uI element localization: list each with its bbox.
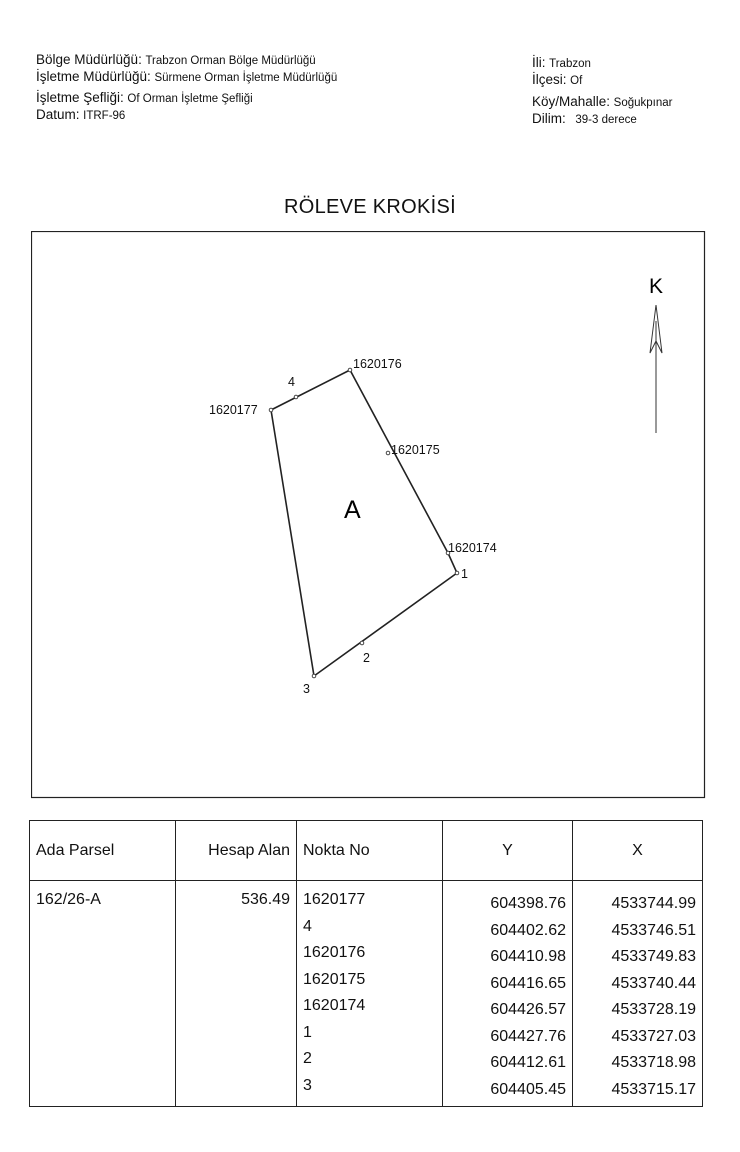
table-header-row — [30, 821, 703, 881]
header-row-dilim — [532, 111, 673, 128]
hesap-alan-value: 536.49 — [241, 891, 290, 908]
header-value: ITRF-96 — [83, 110, 126, 122]
survey-sketch — [31, 231, 706, 799]
vertex-markers — [269, 368, 459, 678]
x-value: 4533740.44 — [611, 974, 696, 992]
point-label: 1620176 — [353, 357, 402, 371]
header-label: İli: — [532, 55, 546, 70]
vertex-1620177 — [269, 408, 273, 412]
x-value: 4533744.99 — [611, 895, 696, 912]
vertex-1620176 — [348, 368, 352, 372]
header-hesap-alan: Hesap Alan — [176, 821, 297, 881]
header-label: Datum: — [36, 107, 80, 122]
header-row-isletme — [36, 69, 337, 86]
x-value: 4533728.19 — [611, 1001, 696, 1018]
y-value: 604426.57 — [490, 1001, 566, 1018]
vertex-1620175 — [386, 451, 390, 455]
header-right-block — [532, 55, 673, 128]
header-ada-parsel: Ada Parsel — [30, 821, 176, 881]
vertex-3 — [312, 674, 316, 678]
header-value: Trabzon Orman Bölge Müdürlüğü — [145, 55, 316, 67]
vertex-2 — [360, 641, 364, 645]
table-row — [30, 881, 703, 1107]
y-value: 604405.45 — [490, 1080, 566, 1098]
header-label: Bölge Müdürlüğü: — [36, 52, 142, 67]
nokta-value: 1620177 — [303, 891, 366, 908]
cell-y-list — [443, 881, 573, 1107]
vertex-4 — [294, 395, 298, 399]
nokta-value: 4 — [303, 917, 312, 935]
y-value: 604410.98 — [490, 948, 566, 965]
header-row-il — [532, 55, 673, 72]
y-value: 604402.62 — [490, 921, 566, 939]
vertex-1 — [455, 571, 459, 575]
header-label: İlçesi: — [532, 72, 567, 87]
cell-nokta-list — [297, 881, 443, 1107]
y-value: 604427.76 — [490, 1027, 566, 1045]
sketch-frame — [32, 232, 705, 798]
header-value: Trabzon — [549, 58, 591, 70]
header-row-datum — [36, 107, 337, 124]
header-y: Y — [443, 821, 573, 881]
cell-ada-parsel — [30, 881, 176, 1107]
header-label: Köy/Mahalle: — [532, 94, 611, 109]
parcel-boundary — [271, 370, 457, 676]
point-label: 1620174 — [448, 541, 497, 555]
point-label: 1620177 — [209, 403, 258, 417]
header-row-seflik — [36, 90, 337, 107]
coordinate-table — [29, 820, 703, 1107]
header-value: Of Orman İşletme Şefliği — [127, 93, 253, 105]
parcel-label: A — [344, 496, 361, 524]
header-label: İşletme Müdürlüğü: — [36, 69, 151, 84]
point-label: 2 — [363, 651, 370, 665]
x-value: 4533749.83 — [611, 948, 696, 965]
cell-hesap-alan — [176, 881, 297, 1107]
cell-x-list — [573, 881, 703, 1107]
header-row-koy — [532, 94, 673, 111]
header-value: Soğukpınar — [613, 97, 673, 109]
point-label: 1 — [461, 567, 468, 581]
north-label: K — [648, 275, 664, 298]
x-value: 4533715.17 — [611, 1080, 696, 1098]
header-value: 39-3 derece — [575, 114, 637, 126]
x-value: 4533727.03 — [611, 1027, 696, 1045]
header-value: Of — [570, 75, 583, 87]
x-value: 4533718.98 — [611, 1054, 696, 1071]
point-label: 4 — [288, 375, 295, 389]
nokta-value: 1620174 — [303, 997, 366, 1014]
header-row-bolge — [36, 52, 337, 69]
point-label: 3 — [303, 682, 310, 696]
y-value: 604416.65 — [490, 974, 566, 992]
nokta-value: 1620175 — [303, 970, 366, 988]
y-value: 604398.76 — [490, 895, 566, 912]
header-label: Dilim: — [532, 111, 566, 126]
header-nokta-no: Nokta No — [297, 821, 443, 881]
nokta-value: 2 — [303, 1050, 312, 1067]
header-label: İşletme Şefliği: — [36, 90, 124, 105]
x-value: 4533746.51 — [611, 921, 696, 939]
nokta-value: 3 — [303, 1076, 312, 1094]
header-x: X — [573, 821, 703, 881]
nokta-value: 1620176 — [303, 944, 366, 961]
header-row-ilce — [532, 72, 673, 89]
north-arrow-icon — [650, 305, 662, 433]
nokta-value: 1 — [303, 1023, 312, 1041]
header-left-block — [36, 52, 337, 124]
point-label: 1620175 — [391, 443, 440, 457]
ada-parsel-value: 162/26-A — [36, 891, 101, 908]
page-title: RÖLEVE KROKİSİ — [283, 196, 457, 218]
y-value: 604412.61 — [490, 1054, 566, 1071]
header-value: Sürmene Orman İşletme Müdürlüğü — [154, 72, 338, 84]
